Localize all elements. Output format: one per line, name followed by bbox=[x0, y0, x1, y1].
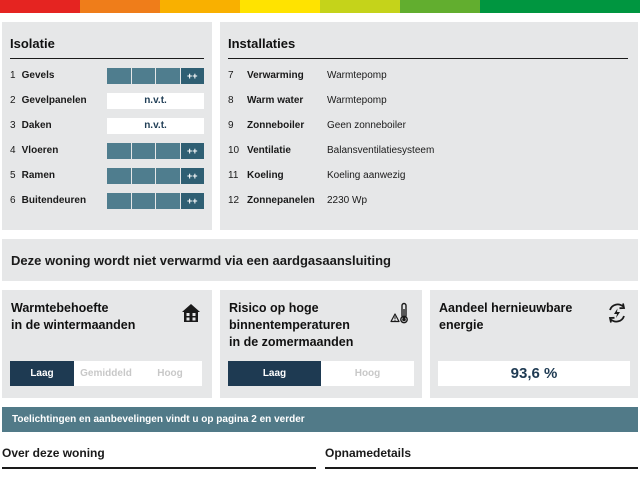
row-label: Gevels bbox=[21, 70, 55, 81]
isolatie-row-gevelpanelen bbox=[10, 88, 204, 113]
scale-option-laag: Laag bbox=[10, 361, 74, 386]
risico-card bbox=[220, 290, 422, 398]
installatie-row-verwarming bbox=[228, 63, 630, 88]
rating-value: ++ bbox=[181, 68, 205, 84]
row-number: 12 bbox=[228, 195, 240, 206]
installatie-row-koeling bbox=[228, 163, 630, 188]
installatie-row-ventilatie bbox=[228, 138, 630, 163]
row-label: Zonnepanelen bbox=[247, 195, 315, 206]
row-number: 5 bbox=[10, 170, 16, 181]
rating-segment bbox=[156, 143, 180, 159]
row-number: 10 bbox=[228, 145, 240, 156]
rating-bar bbox=[107, 168, 204, 184]
strip-yellow bbox=[240, 0, 320, 13]
row-number: 8 bbox=[228, 95, 234, 106]
rating-value: ++ bbox=[181, 168, 205, 184]
isolatie-title: Isolatie bbox=[10, 36, 55, 51]
installaties-title: Installaties bbox=[228, 36, 296, 51]
footer-right-divider bbox=[325, 467, 638, 469]
row-value: Balansventilatiesysteem bbox=[327, 145, 435, 156]
row-number: 4 bbox=[10, 145, 16, 156]
installatie-row-zonnepanelen bbox=[228, 188, 630, 213]
isolatie-panel bbox=[2, 22, 212, 230]
strip-light-green bbox=[400, 0, 480, 13]
isolatie-row-daken bbox=[10, 113, 204, 138]
strip-dark-green bbox=[560, 0, 640, 13]
row-label: Ramen bbox=[21, 170, 55, 181]
row-value: Warmtepomp bbox=[327, 70, 387, 81]
opnamedetails-heading: Opnamedetails bbox=[325, 446, 412, 460]
footer-left-divider bbox=[2, 467, 316, 469]
row-label: Warm water bbox=[247, 95, 304, 106]
row-label: Zonneboiler bbox=[247, 120, 305, 131]
warmtebehoefte-card bbox=[2, 290, 212, 398]
title-line: in de wintermaanden bbox=[11, 318, 136, 332]
rating-segment bbox=[132, 68, 156, 84]
scale-option-hoog: Hoog bbox=[321, 361, 414, 386]
renewable-energy-icon bbox=[606, 302, 628, 324]
row-label: Ventilatie bbox=[247, 145, 291, 156]
title-line: Warmtebehoefte bbox=[11, 301, 109, 315]
rating-segment bbox=[156, 68, 180, 84]
title-line: energie bbox=[439, 318, 484, 332]
energy-label-color-strip bbox=[0, 0, 640, 13]
rating-segment bbox=[107, 168, 131, 184]
risico-scale bbox=[228, 361, 414, 386]
rating-segment bbox=[156, 168, 180, 184]
hernieuwbare-energie-card bbox=[430, 290, 638, 398]
rating-segment bbox=[107, 143, 131, 159]
row-number: 2 bbox=[10, 95, 16, 106]
row-label: Daken bbox=[21, 120, 52, 131]
row-number: 3 bbox=[10, 120, 16, 131]
not-applicable-value: n.v.t. bbox=[107, 93, 204, 109]
isolatie-row-vloeren bbox=[10, 138, 204, 163]
strip-lime bbox=[320, 0, 400, 13]
title-line: in de zomermaanden bbox=[229, 335, 354, 349]
hernieuwbaar-title bbox=[439, 300, 630, 334]
installatie-row-zonneboiler bbox=[228, 113, 630, 138]
rating-segment bbox=[107, 68, 131, 84]
rating-segment bbox=[107, 193, 131, 209]
explanation-notice: Toelichtingen en aanbevelingen vindt u op pagina 2 en verder bbox=[2, 407, 638, 432]
over-deze-woning-heading: Over deze woning bbox=[2, 446, 105, 460]
strip-red bbox=[0, 0, 80, 13]
row-number: 9 bbox=[228, 120, 234, 131]
rating-segment bbox=[132, 193, 156, 209]
rating-value: ++ bbox=[181, 143, 205, 159]
installatie-row-warm-water bbox=[228, 88, 630, 113]
rating-segment bbox=[132, 168, 156, 184]
warmtebehoefte-scale bbox=[10, 361, 202, 386]
title-line: binnentemperaturen bbox=[229, 318, 350, 332]
row-value: Geen zonneboiler bbox=[327, 120, 406, 131]
scale-option-gemiddeld: Gemiddeld bbox=[74, 361, 138, 386]
row-label: Vloeren bbox=[21, 145, 59, 156]
row-number: 7 bbox=[228, 70, 234, 81]
strip-amber bbox=[160, 0, 240, 13]
strip-orange bbox=[80, 0, 160, 13]
isolatie-row-ramen bbox=[10, 163, 204, 188]
rating-bar bbox=[107, 68, 204, 84]
isolatie-divider bbox=[10, 58, 204, 59]
title-line: Risico op hoge bbox=[229, 301, 319, 315]
rating-segment bbox=[156, 193, 180, 209]
isolatie-row-gevels bbox=[10, 63, 204, 88]
warmtebehoefte-title bbox=[11, 300, 204, 334]
row-number: 11 bbox=[228, 170, 239, 181]
thermometer-warning-icon bbox=[390, 302, 412, 324]
house-icon bbox=[180, 302, 202, 324]
strip-green bbox=[480, 0, 560, 13]
rating-bar bbox=[107, 193, 204, 209]
row-label: Buitendeuren bbox=[21, 195, 87, 206]
row-value: Koeling aanwezig bbox=[327, 170, 406, 181]
renewable-share-value: 93,6 % bbox=[438, 361, 630, 386]
row-number: 6 bbox=[10, 195, 16, 206]
not-applicable-value: n.v.t. bbox=[107, 118, 204, 134]
scale-option-laag: Laag bbox=[228, 361, 321, 386]
installaties-panel bbox=[220, 22, 638, 230]
rating-value: ++ bbox=[181, 193, 205, 209]
gas-connection-banner: Deze woning wordt niet verwarmd via een aardgasaansluiting bbox=[2, 239, 638, 281]
isolatie-row-buitendeuren bbox=[10, 188, 204, 213]
row-label: Verwarming bbox=[247, 70, 304, 81]
installaties-divider bbox=[228, 58, 628, 59]
row-value: Warmtepomp bbox=[327, 95, 387, 106]
risico-title bbox=[229, 300, 414, 351]
row-label: Koeling bbox=[247, 170, 284, 181]
rating-segment bbox=[132, 143, 156, 159]
scale-option-hoog: Hoog bbox=[138, 361, 202, 386]
title-line: Aandeel hernieuwbare bbox=[439, 301, 573, 315]
rating-bar bbox=[107, 143, 204, 159]
row-number: 1 bbox=[10, 70, 16, 81]
row-value: 2230 Wp bbox=[327, 195, 368, 206]
row-label: Gevelpanelen bbox=[21, 95, 87, 106]
